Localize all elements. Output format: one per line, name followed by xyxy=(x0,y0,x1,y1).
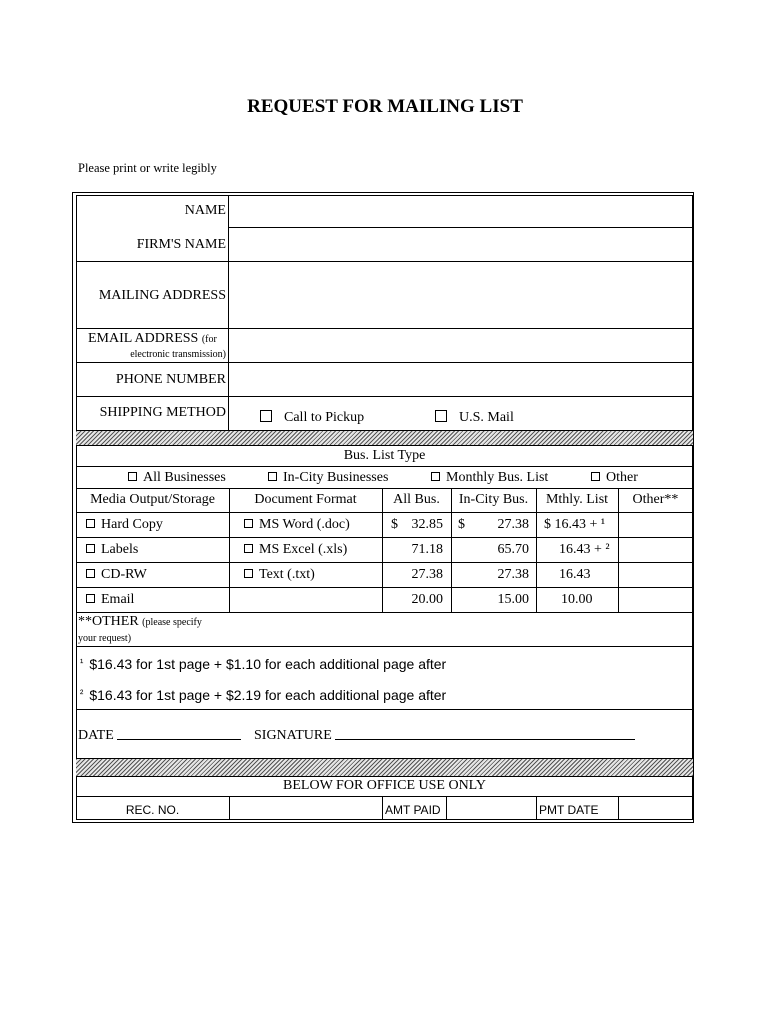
email-address-field[interactable] xyxy=(230,330,691,361)
other-request-label: **OTHER (please specify xyxy=(78,614,202,629)
media-option-email[interactable]: Email xyxy=(86,592,134,608)
list-type-monthly-bus-list[interactable]: Monthly Bus. List xyxy=(431,470,548,486)
price-in-city-bus: 27.38 xyxy=(497,567,529,582)
firm-name-label: FIRM'S NAME xyxy=(136,237,226,252)
shipping-option-call-to-pickup[interactable]: Call to Pickup xyxy=(260,410,364,426)
row-line xyxy=(76,796,693,797)
media-option-cd-rw[interactable]: CD-RW xyxy=(86,567,147,583)
checkbox-icon[interactable] xyxy=(435,410,447,422)
price-mthly-list: 10.00 xyxy=(561,592,593,607)
checkbox-icon[interactable] xyxy=(86,594,95,603)
row-line xyxy=(76,362,693,363)
rec-no-label: REC. NO. xyxy=(125,803,180,817)
price-in-city-bus: 15.00 xyxy=(497,592,529,607)
price-in-city-bus: 27.38 xyxy=(497,517,529,532)
phone-number-label: PHONE NUMBER xyxy=(115,372,226,387)
list-type-in-city-businesses[interactable]: In-City Businesses xyxy=(268,470,388,486)
phone-number-field[interactable] xyxy=(230,364,691,395)
row-line xyxy=(76,328,693,329)
hatched-separator xyxy=(76,759,693,776)
checkbox-icon[interactable] xyxy=(244,544,253,553)
name-label: NAME xyxy=(184,203,226,218)
row-line xyxy=(76,537,693,538)
col-line xyxy=(229,796,230,820)
checkbox-icon[interactable] xyxy=(86,544,95,553)
firm-name-field[interactable] xyxy=(230,229,691,260)
col-header-all-bus: All Bus. xyxy=(393,492,440,507)
signature-label: SIGNATURE xyxy=(254,727,635,744)
checkbox-icon[interactable] xyxy=(86,569,95,578)
row-line xyxy=(76,587,693,588)
shipping-option-us-mail[interactable]: U.S. Mail xyxy=(435,410,514,426)
checkbox-icon[interactable] xyxy=(260,410,272,422)
row-line xyxy=(76,612,693,613)
media-option-labels[interactable]: Labels xyxy=(86,542,138,558)
row-line xyxy=(76,562,693,563)
row-line xyxy=(76,261,693,262)
price-in-city-bus: 65.70 xyxy=(497,542,529,557)
checkbox-icon[interactable] xyxy=(244,519,253,528)
checkbox-icon[interactable] xyxy=(244,569,253,578)
media-option-hard-copy[interactable]: Hard Copy xyxy=(86,517,163,533)
office-use-header: BELOW FOR OFFICE USE ONLY xyxy=(283,778,486,793)
email-address-label: EMAIL ADDRESS (for xyxy=(88,331,217,346)
format-option-ms-excel[interactable]: MS Excel (.xls) xyxy=(244,542,347,558)
checkbox-icon[interactable] xyxy=(431,472,440,481)
col-header-format: Document Format xyxy=(254,492,357,507)
price-all-bus: 27.38 xyxy=(411,567,443,582)
col-header-in-city-bus: In-City Bus. xyxy=(458,492,529,507)
col-line xyxy=(382,796,383,820)
checkbox-icon[interactable] xyxy=(268,472,277,481)
price-all-bus: 20.00 xyxy=(411,592,443,607)
checkbox-icon[interactable] xyxy=(591,472,600,481)
price-currency: $ xyxy=(458,517,465,532)
row-line xyxy=(76,512,693,513)
col-line xyxy=(446,796,447,820)
form-title: REQUEST FOR MAILING LIST xyxy=(247,96,523,117)
amt-paid-label: AMT PAID xyxy=(385,803,441,817)
row-line xyxy=(228,227,693,228)
row-line xyxy=(76,488,693,489)
format-option-ms-word[interactable]: MS Word (.doc) xyxy=(244,517,350,533)
hatched-separator xyxy=(76,431,693,445)
mailing-address-field[interactable] xyxy=(230,263,691,327)
form-instructions: Please print or write legibly xyxy=(78,161,217,175)
price-currency: $ xyxy=(391,517,398,532)
col-header-media: Media Output/Storage xyxy=(90,492,215,507)
date-label: DATE xyxy=(78,727,241,744)
row-line xyxy=(76,776,693,777)
price-all-bus: 71.18 xyxy=(411,542,443,557)
signature-field[interactable] xyxy=(335,727,635,740)
pmt-date-label: PMT DATE xyxy=(539,803,599,817)
checkbox-icon[interactable] xyxy=(128,472,137,481)
list-type-other[interactable]: Other xyxy=(591,470,638,486)
col-line xyxy=(618,796,619,820)
contact-label-divider xyxy=(228,195,229,430)
name-field[interactable] xyxy=(230,197,691,226)
price-mthly-list: $ 16.43 + ¹ xyxy=(544,517,606,532)
other-request-note: your request) xyxy=(78,633,132,644)
col-line xyxy=(536,796,537,820)
row-line xyxy=(76,445,693,446)
price-mthly-list: 16.43 xyxy=(559,567,591,582)
format-option-text[interactable]: Text (.txt) xyxy=(244,567,315,583)
footnote-1: $^{^1}$ $16.43 for 1st page + $1.10 for each additional page after xyxy=(80,656,447,672)
row-line xyxy=(76,709,693,710)
price-mthly-list: 16.43 + ² xyxy=(559,542,610,557)
row-line xyxy=(76,396,693,397)
col-header-other: Other** xyxy=(632,492,679,507)
date-field[interactable] xyxy=(117,727,241,740)
checkbox-icon[interactable] xyxy=(86,519,95,528)
row-line xyxy=(76,646,693,647)
list-type-header: Bus. List Type xyxy=(343,448,426,463)
price-all-bus: 32.85 xyxy=(411,517,443,532)
other-request-field[interactable] xyxy=(230,614,690,645)
mailing-address-label: MAILING ADDRESS xyxy=(98,288,226,303)
shipping-method-label: SHIPPING METHOD xyxy=(99,405,226,420)
list-type-all-businesses[interactable]: All Businesses xyxy=(128,470,226,486)
footnote-2: $^{^2}$ $16.43 for 1st page + $2.19 for each additional page after xyxy=(80,687,447,703)
row-line xyxy=(76,466,693,467)
email-address-note: electronic transmission) xyxy=(130,349,226,360)
col-header-mthly-list: Mthly. List xyxy=(545,492,609,507)
